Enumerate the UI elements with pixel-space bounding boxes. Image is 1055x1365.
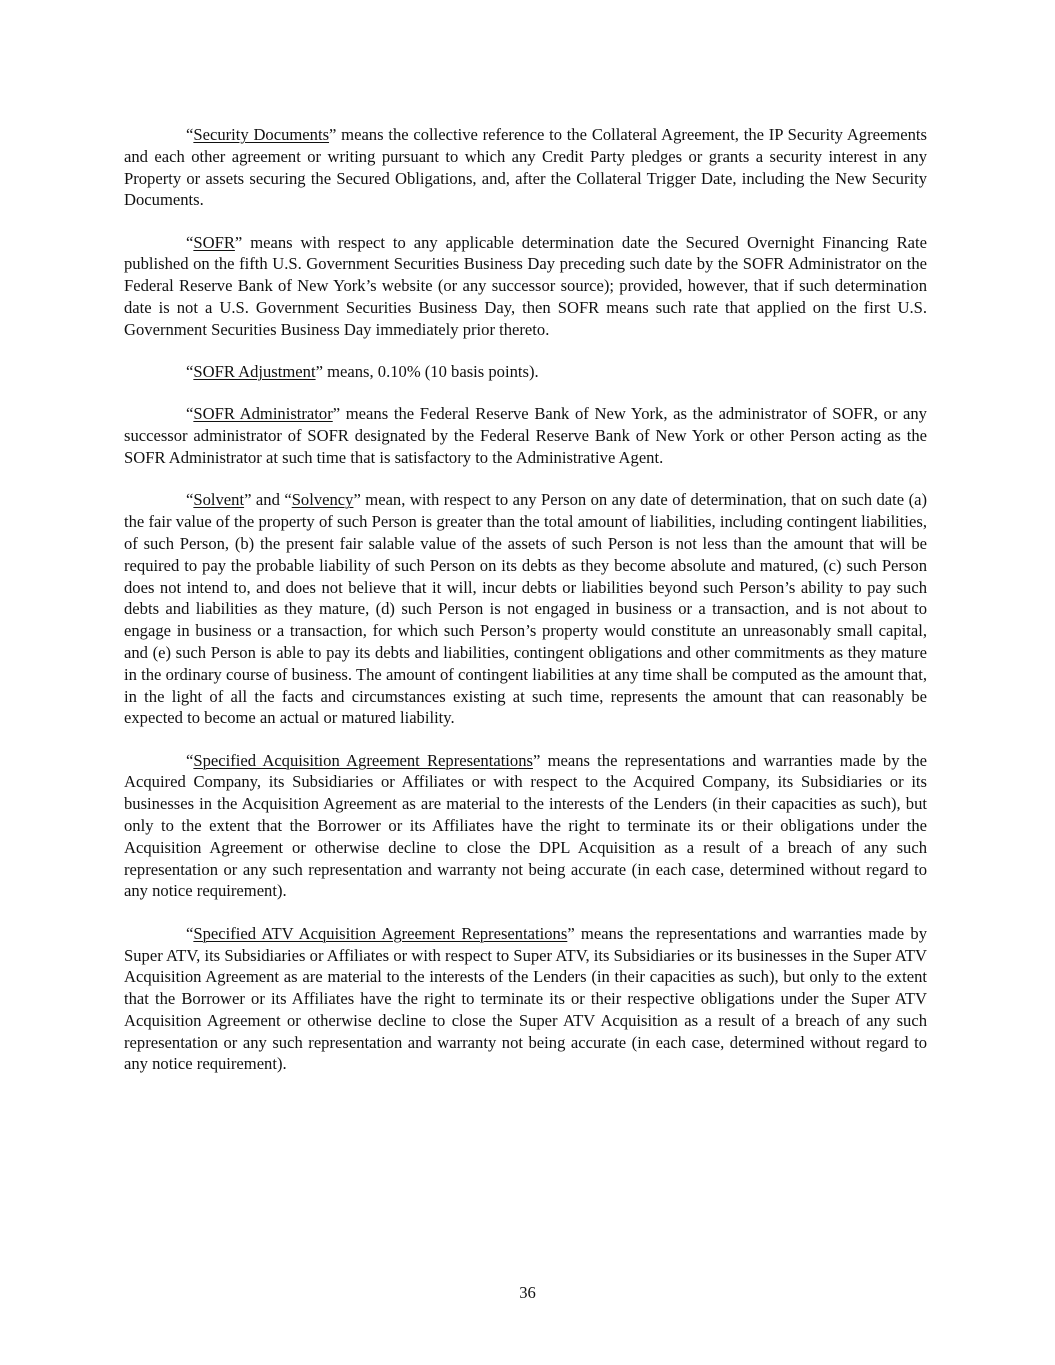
open-quote: “: [186, 232, 194, 252]
defined-term: SOFR Administrator: [193, 404, 333, 424]
defined-term: SOFR Adjustment: [193, 362, 316, 382]
defined-term-secondary: Solvency: [291, 490, 354, 510]
open-quote: “: [186, 362, 194, 382]
definition-sofr: [124, 232, 927, 341]
defined-term: SOFR: [193, 232, 235, 252]
close-quote: ”: [234, 232, 243, 252]
definition-specified-acquisition-agreement-representations: [124, 750, 927, 903]
page-number: 36: [519, 1283, 536, 1302]
document-page: [124, 124, 927, 1096]
open-quote: “: [186, 923, 194, 943]
close-quote: ”: [532, 750, 541, 770]
definition-body: means the collective reference to the Collateral Agreement, the IP Security Agreements and each other agreement or writing pursuant to which any Credit Party pledges or grants a security interest in any Property or assets securing the Secured Obligations, and, after the Collateral Trigger Date, including the New Security Documents.: [124, 125, 927, 210]
defined-term: Specified ATV Acquisition Agreement Representations: [193, 923, 568, 943]
definition-solvent: [124, 489, 927, 729]
defined-term: Solvent: [193, 490, 245, 510]
quote-connector: ” and “: [244, 490, 292, 510]
close-quote: ”: [567, 923, 575, 943]
close-quote: ”: [329, 125, 337, 144]
open-quote: “: [186, 404, 194, 424]
open-quote: “: [186, 490, 194, 510]
close-quote: ”: [315, 362, 323, 382]
definition-sofr-adjustment: [124, 361, 927, 383]
defined-term: Security Documents: [193, 125, 330, 144]
close-quote: ”: [353, 490, 361, 510]
definition-body: mean, with respect to any Person on any date of determination, that on such date (a) the fair value of the property of such Person is greater than the total amount of liabilities, including contingent liabilities, of such Person, (b) the present fair salable value of the assets of such Person is not less than the amount that will be required to pay the probable liability of such Person on its debts as they become absolute and matured, (c) such Person does not intend to, and does not believe that it will, incur debts or liabilities beyond such Person’s ability to pay such debts and liabilities as they mature, (d) such Person is not engaged in business or a transaction, and is not about to engage in business or a transaction, for which such Person’s property would constitute an unreasonably small capital, and (e) such Person is able to pay its debts and liabilities, contingent obligations and other commitments as they mature in the ordinary course of business. The amount of contingent liabilities at any time shall be computed as the amount that, in the light of all the facts and circumstances existing at such time, represents the amount that can reasonably be expected to become an actual or matured liability.: [124, 490, 927, 728]
definition-body: means the representations and warranties made by Super ATV, its Subsidiaries or Affiliates or with respect to Super ATV, its Subsidiaries or its businesses in the Super ATV Acquisition Agreement as are material to the interests of the Lenders (in their capacities as such), but only to the extent that the Borrower or its Affiliates have the right to terminate its or their respective obligations under the Super ATV Acquisition Agreement or otherwise decline to close the Super ATV Acquisition as a result of a breach of any such representation or any such representation and warranty not being accurate (in each case, determined without regard to any notice requirement).: [124, 923, 927, 1074]
definition-sofr-administrator: [124, 403, 927, 468]
definition-body: means with respect to any applicable determination date the Secured Overnight Financing Rate published on the fifth U.S. Government Securities Business Day preceding such date by the SOFR Administrator on the Federal Reserve Bank of New York’s website (or any successor source); provided, however, that if such determination date is not a U.S. Government Securities Business Day, then SOFR means such rate that applied on the first U.S. Government Securities Business Day immediately prior thereto.: [124, 232, 927, 339]
definition-specified-atv-acquisition-agreement-representations: [124, 923, 927, 1076]
close-quote: ”: [332, 404, 341, 424]
open-quote: “: [186, 125, 194, 144]
definition-security-documents: [124, 124, 927, 211]
open-quote: “: [186, 750, 194, 770]
definition-body: means the Federal Reserve Bank of New York, as the administrator of SOFR, or any successor administrator of SOFR designated by the Federal Reserve Bank of New York or other Person acting as the SOFR Administrator at such time that is satisfactory to the Administrative Agent.: [124, 404, 927, 468]
defined-term: Specified Acquisition Agreement Representations: [193, 750, 533, 770]
definition-body: means the representations and warranties made by the Acquired Company, its Subsidiaries or Affiliates or with respect to the Acquired Company, its Subsidiaries or its businesses in the Acquisition Agreement as are material to the interests of the Lenders (in their capacities as such), but only to the extent that the Borrower or its Affiliates have the right to terminate its or their obligations under the Acquisition Agreement or otherwise decline to close the DPL Acquisition as a result of a breach of any such representation or any such representation and warranty not being accurate (in each case, determined without regard to any notice requirement).: [124, 750, 927, 901]
definition-body: means, 0.10% (10 basis points).: [322, 362, 539, 382]
